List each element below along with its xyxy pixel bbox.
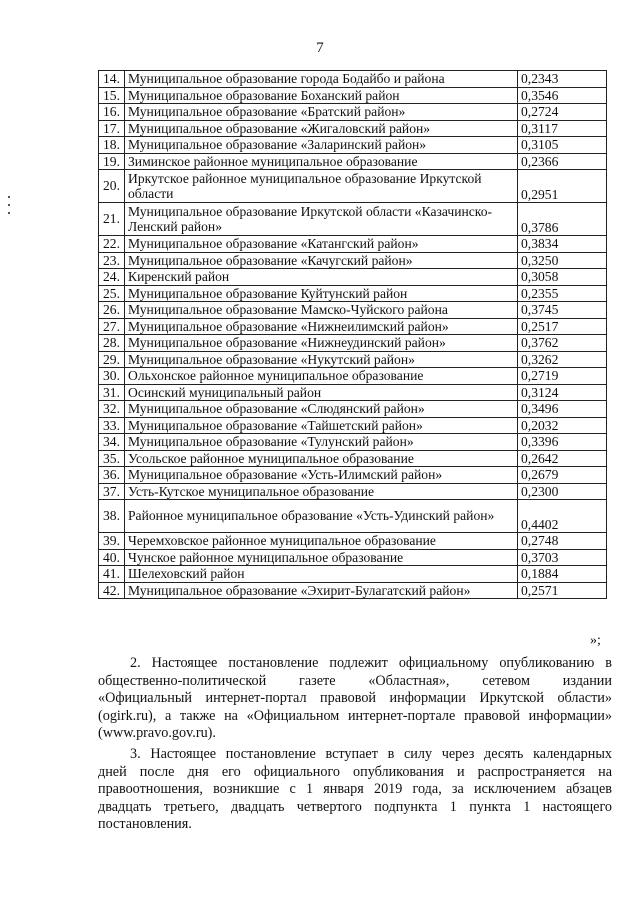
- row-name: Усольское районное муниципальное образование: [125, 450, 518, 467]
- row-value: 0,4402: [518, 500, 607, 533]
- row-number: 31.: [99, 384, 125, 401]
- table-row: [99, 384, 607, 401]
- row-number: 21.: [99, 203, 125, 236]
- row-name: Муниципальное образование «Тулунский район»: [125, 434, 518, 451]
- row-value: 0,3250: [518, 252, 607, 269]
- page-number: 7: [316, 40, 324, 56]
- row-number: 16.: [99, 104, 125, 121]
- row-value: 0,1884: [518, 566, 607, 583]
- row-number: 35.: [99, 450, 125, 467]
- table-row: [99, 450, 607, 467]
- paragraph-line: 2. Настоящее постановление подлежит официальному опубликованию в: [130, 655, 612, 671]
- row-number: 27.: [99, 318, 125, 335]
- row-number: 32.: [99, 401, 125, 418]
- table-row: [99, 87, 607, 104]
- table-row: [99, 351, 607, 368]
- row-number: 34.: [99, 434, 125, 451]
- row-value: 0,2571: [518, 582, 607, 599]
- table-row: [99, 203, 607, 236]
- row-value: 0,3262: [518, 351, 607, 368]
- row-name: Муниципальное образование «Нижнеилимский район»: [125, 318, 518, 335]
- row-value: 0,3496: [518, 401, 607, 418]
- row-name: Муниципальное образование «Тайшетский район»: [125, 417, 518, 434]
- row-name: Муниципальное образование города Бодайбо и района: [125, 71, 518, 88]
- row-number: 41.: [99, 566, 125, 583]
- row-name: Муниципальное образование Мамско-Чуйского района: [125, 302, 518, 319]
- table-row: [99, 318, 607, 335]
- row-number: 39.: [99, 533, 125, 550]
- paragraph-line: (ogirk.ru), а также на «Официальном интернет-портале правовой информации»: [98, 707, 612, 724]
- margin-dot: [8, 196, 10, 198]
- table-row: [99, 104, 607, 121]
- paragraph-publication: [98, 655, 612, 743]
- row-name: Ольхонское районное муниципальное образование: [125, 368, 518, 385]
- row-name: Муниципальное образование «Катангский район»: [125, 236, 518, 253]
- row-number: 30.: [99, 368, 125, 385]
- table-row: [99, 434, 607, 451]
- row-name: Районное муниципальное образование «Усть-Удинский район»: [125, 500, 518, 533]
- row-name: Черемховское районное муниципальное образование: [125, 533, 518, 550]
- row-value: 0,2724: [518, 104, 607, 121]
- row-name: Муниципальное образование Боханский район: [125, 87, 518, 104]
- row-value: 0,2366: [518, 153, 607, 170]
- row-name: Муниципальное образование Иркутской области «Казачинско-Ленский район»: [125, 203, 518, 236]
- table-row: [99, 582, 607, 599]
- row-name: Муниципальное образование «Усть-Илимский район»: [125, 467, 518, 484]
- row-name: Зиминское районное муниципальное образование: [125, 153, 518, 170]
- row-number: 40.: [99, 549, 125, 566]
- row-name: Чунское районное муниципальное образование: [125, 549, 518, 566]
- table-row: [99, 533, 607, 550]
- row-name: Шелеховский район: [125, 566, 518, 583]
- row-number: 23.: [99, 252, 125, 269]
- row-number: 38.: [99, 500, 125, 533]
- row-number: 15.: [99, 87, 125, 104]
- row-value: 0,3546: [518, 87, 607, 104]
- table-row: [99, 236, 607, 253]
- table-row: [99, 285, 607, 302]
- row-number: 17.: [99, 120, 125, 137]
- row-value: 0,2355: [518, 285, 607, 302]
- row-number: 25.: [99, 285, 125, 302]
- row-number: 22.: [99, 236, 125, 253]
- row-name: Иркутское районное муниципальное образование Иркутской области: [125, 170, 518, 203]
- paragraph-line: дней после дня его официального опубликования и распространяется на: [98, 763, 612, 780]
- row-value: 0,2343: [518, 71, 607, 88]
- margin-marks: [8, 196, 12, 226]
- paragraph-line: общественно-политической газете «Областная», сетевом издании: [98, 672, 612, 689]
- coefficients-table-body: [99, 71, 607, 599]
- table-row: [99, 566, 607, 583]
- row-value: 0,3058: [518, 269, 607, 286]
- row-name: Киренский район: [125, 269, 518, 286]
- table-row: [99, 483, 607, 500]
- table-row: [99, 368, 607, 385]
- row-number: 36.: [99, 467, 125, 484]
- row-value: 0,3834: [518, 236, 607, 253]
- row-name: Муниципальное образование «Заларинский район»: [125, 137, 518, 154]
- row-value: 0,2642: [518, 450, 607, 467]
- paragraph-line: 3. Настоящее постановление вступает в силу через десять календарных: [130, 746, 612, 762]
- row-name: Усть-Кутское муниципальное образование: [125, 483, 518, 500]
- margin-dot: [8, 204, 10, 206]
- row-number: 24.: [99, 269, 125, 286]
- row-value: 0,3124: [518, 384, 607, 401]
- table-row: [99, 302, 607, 319]
- table-row: [99, 417, 607, 434]
- table-row: [99, 170, 607, 203]
- row-name: Муниципальное образование «Нижнеудинский район»: [125, 335, 518, 352]
- margin-dot: [8, 212, 10, 214]
- paragraph-line: правоотношения, возникшие с 1 января 2019 года, за исключением абзацев: [98, 781, 612, 797]
- row-name: Муниципальное образование Куйтунский район: [125, 285, 518, 302]
- row-number: 20.: [99, 170, 125, 203]
- table-row: [99, 71, 607, 88]
- row-number: 14.: [99, 71, 125, 88]
- row-value: 0,2951: [518, 170, 607, 203]
- row-value: 0,2679: [518, 467, 607, 484]
- table-row: [99, 137, 607, 154]
- row-number: 26.: [99, 302, 125, 319]
- row-value: 0,3105: [518, 137, 607, 154]
- row-value: 0,3786: [518, 203, 607, 236]
- row-value: 0,3396: [518, 434, 607, 451]
- row-value: 0,2032: [518, 417, 607, 434]
- paragraph-line: «Официальный интернет-портал правовой информации Иркутской области»: [98, 690, 612, 706]
- table-row: [99, 153, 607, 170]
- table-row: [99, 500, 607, 533]
- paragraph-line: двадцать третьего, двадцать четвертого подпункта 1 пункта 1 настоящего: [98, 798, 612, 815]
- table-row: [99, 401, 607, 418]
- row-name: Муниципальное образование «Качугский район»: [125, 252, 518, 269]
- paragraph-line: (www.pravo.gov.ru).: [98, 725, 216, 741]
- row-value: 0,2719: [518, 368, 607, 385]
- row-name: Муниципальное образование «Эхирит-Булагатский район»: [125, 582, 518, 599]
- row-number: 37.: [99, 483, 125, 500]
- row-number: 33.: [99, 417, 125, 434]
- paragraph-effective-date: [98, 746, 612, 834]
- table-closing-quote: »;: [590, 633, 601, 648]
- row-value: 0,3703: [518, 549, 607, 566]
- table-row: [99, 252, 607, 269]
- row-name: Осинский муниципальный район: [125, 384, 518, 401]
- row-name: Муниципальное образование «Слюдянский район»: [125, 401, 518, 418]
- row-name: Муниципальное образование «Жигаловский район»: [125, 120, 518, 137]
- row-number: 19.: [99, 153, 125, 170]
- row-value: 0,2300: [518, 483, 607, 500]
- table-row: [99, 120, 607, 137]
- paragraph-line: постановления.: [98, 816, 192, 832]
- row-number: 29.: [99, 351, 125, 368]
- row-value: 0,3745: [518, 302, 607, 319]
- row-value: 0,2517: [518, 318, 607, 335]
- coefficients-table: [98, 70, 607, 599]
- row-name: Муниципальное образование «Братский район»: [125, 104, 518, 121]
- table-row: [99, 269, 607, 286]
- row-value: 0,3762: [518, 335, 607, 352]
- row-number: 42.: [99, 582, 125, 599]
- row-name: Муниципальное образование «Нукутский район»: [125, 351, 518, 368]
- table-row: [99, 335, 607, 352]
- row-number: 18.: [99, 137, 125, 154]
- row-number: 28.: [99, 335, 125, 352]
- table-row: [99, 467, 607, 484]
- row-value: 0,3117: [518, 120, 607, 137]
- row-value: 0,2748: [518, 533, 607, 550]
- table-row: [99, 549, 607, 566]
